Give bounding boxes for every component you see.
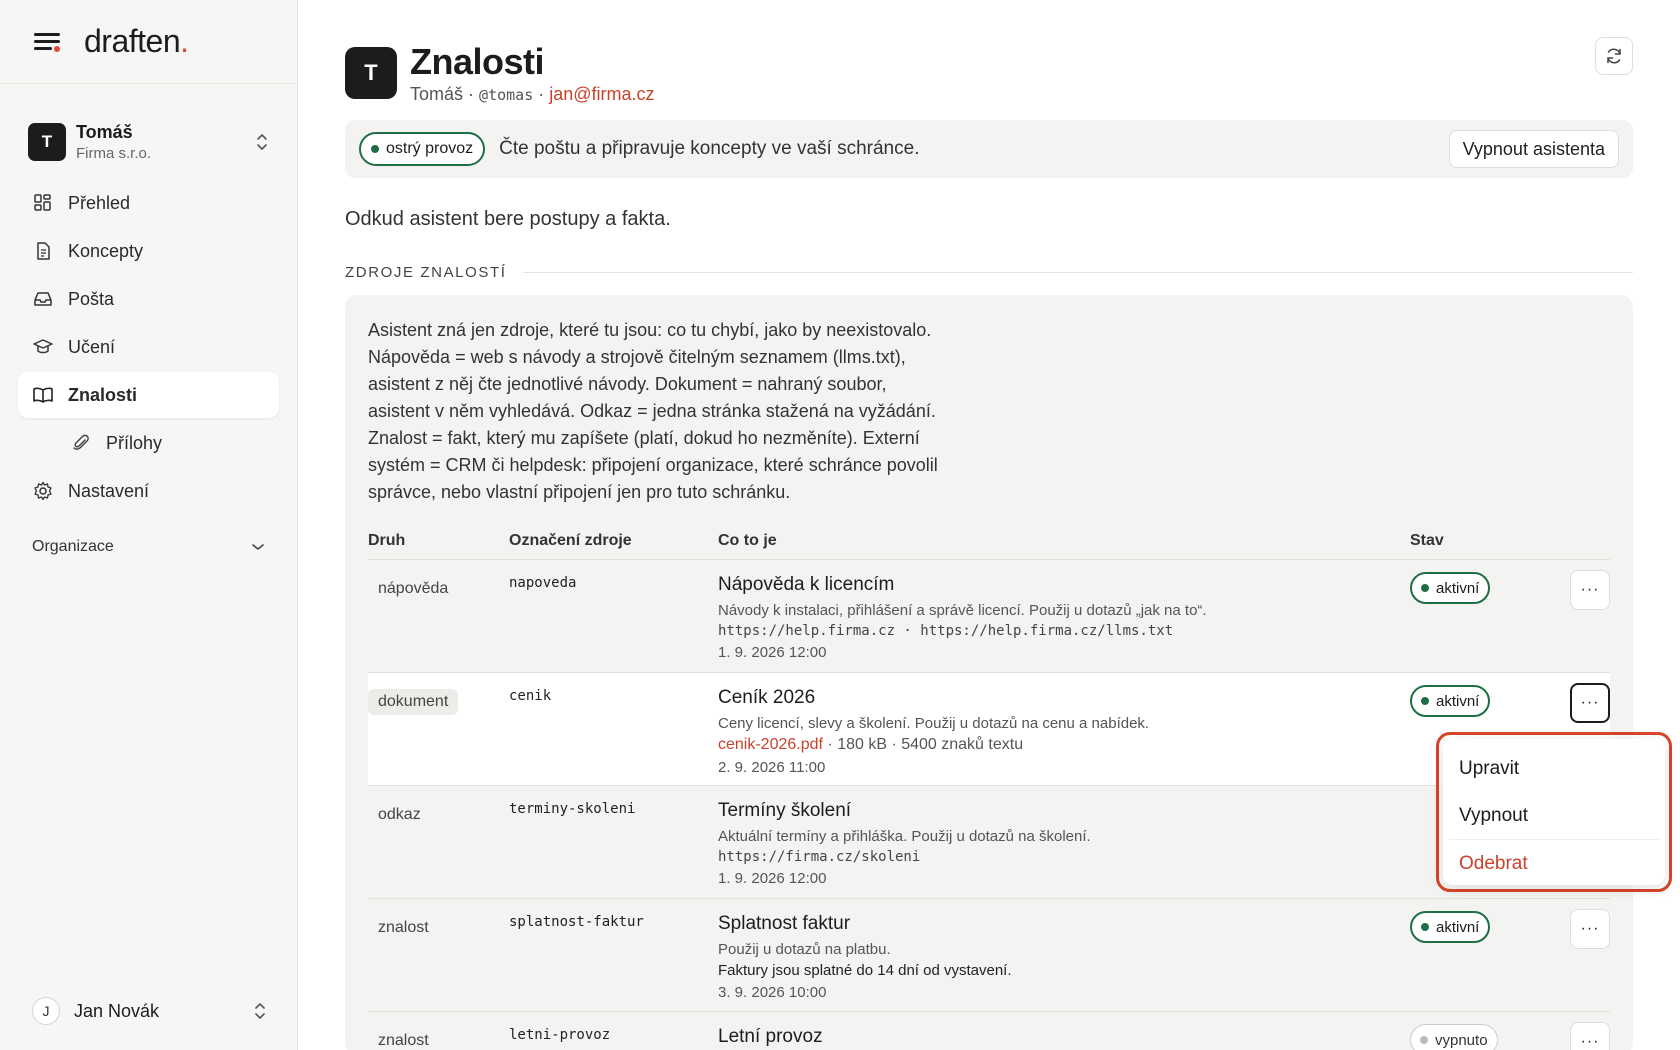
inbox-icon — [32, 288, 54, 310]
nav-label: Koncepty — [68, 240, 144, 261]
account-switcher[interactable] — [0, 118, 297, 166]
kind-label: znalost — [378, 919, 429, 936]
source-desc: Aktuální termíny a přihláška. Použij u dotazů na školení. — [718, 828, 1091, 845]
source-date: 2. 9. 2026 11:00 — [718, 759, 826, 776]
main-nav — [0, 180, 297, 514]
table-row — [368, 560, 1610, 673]
page-lead: Odkud asistent bere postupy a fakta. — [345, 208, 671, 230]
nav-item-znalosti[interactable] — [18, 372, 279, 418]
document-icon — [32, 240, 54, 262]
menu-item-remove[interactable]: Odebrat — [1459, 852, 1528, 874]
status-text: Čte poštu a připravuje koncepty ve vaší schránce. — [499, 138, 920, 159]
user-name: Jan Novák — [74, 1000, 160, 1021]
disable-assistant-button[interactable]: Vypnout asistenta — [1449, 130, 1619, 168]
brand-bar — [0, 0, 297, 84]
nav-label: Přílohy — [106, 432, 163, 453]
account-name: Tomáš — [76, 122, 133, 142]
table-header — [368, 532, 1610, 560]
page-header — [345, 40, 1633, 106]
source-date: 1. 9. 2026 12:00 — [718, 644, 827, 661]
kind-label: nápověda — [378, 580, 449, 597]
user-switcher[interactable] — [32, 994, 267, 1028]
paperclip-icon — [70, 432, 92, 454]
app-logo[interactable]: draften. — [84, 23, 189, 59]
source-date: 1. 9. 2026 12:00 — [718, 870, 827, 887]
source-date: 3. 9. 2026 10:00 — [718, 984, 827, 1001]
assistant-status-bar — [345, 120, 1633, 178]
nav-item-posta[interactable] — [18, 276, 279, 322]
account-org: Firma s.r.o. — [76, 145, 152, 162]
page-title: Znalosti — [410, 40, 545, 82]
nav-label: Pošta — [68, 288, 115, 309]
table-row — [368, 1012, 1610, 1050]
column-header-kind: Druh — [368, 532, 406, 549]
row-actions-menu — [1436, 732, 1672, 892]
column-header-state: Stav — [1410, 532, 1444, 549]
refresh-icon — [1605, 47, 1623, 65]
account-avatar: T — [28, 123, 66, 161]
main-content — [345, 0, 1633, 1050]
source-title: Ceník 2026 — [718, 687, 816, 708]
table-row — [368, 899, 1610, 1012]
source-title: Splatnost faktur — [718, 913, 851, 934]
source-desc: Návody k instalaci, přihlášení a správě licencí. Použij u dotazů „jak na to“. — [718, 602, 1207, 619]
row-more-button[interactable]: ··· — [1570, 1022, 1610, 1050]
refresh-button[interactable] — [1595, 37, 1633, 75]
source-ident: letni-provoz — [509, 1027, 611, 1043]
section-divider — [523, 272, 1633, 273]
page-subtitle — [410, 84, 655, 105]
source-title: Letní provoz — [718, 1026, 823, 1047]
nav-item-prilohy[interactable] — [18, 420, 279, 466]
row-more-button[interactable]: ··· — [1570, 909, 1610, 949]
dashboard-icon — [32, 192, 54, 214]
table-row — [368, 786, 1610, 899]
state-badge: aktivní — [1410, 911, 1490, 943]
section-heading — [345, 264, 1633, 281]
source-title: Nápověda k licencím — [718, 574, 895, 595]
kind-label: znalost — [378, 1032, 429, 1049]
chevron-updown-icon — [253, 1001, 267, 1021]
source-ident: napoveda — [509, 575, 577, 591]
source-fact: Faktury jsou splatné do 14 dní od vystavení. — [718, 962, 1012, 979]
menu-item-disable[interactable]: Vypnout — [1459, 804, 1529, 826]
state-badge: aktivní — [1410, 685, 1490, 717]
nav-label: Učení — [68, 336, 116, 357]
chevron-down-icon — [251, 542, 265, 552]
menu-item-edit[interactable]: Upravit — [1459, 757, 1520, 779]
hamburger-menu-icon[interactable] — [34, 31, 60, 53]
owner-email-link[interactable]: jan@firma.cz — [549, 83, 655, 104]
org-section-label: Organizace — [32, 538, 114, 555]
owner-name: Tomáš — [410, 83, 464, 104]
row-more-button[interactable]: ··· — [1570, 570, 1610, 610]
source-url: https://help.firma.cz · https://help.firma.cz/llms.txt — [718, 623, 1174, 639]
chevron-updown-icon — [255, 132, 269, 152]
source-desc: Použij u dotazů na platbu. — [718, 941, 891, 958]
owner-handle: @tomas — [479, 85, 534, 104]
assistant-avatar: T — [345, 47, 397, 99]
nav-label: Nastavení — [68, 480, 150, 501]
nav-item-nastaveni[interactable] — [18, 468, 279, 514]
file-link[interactable]: cenik-2026.pdf — [718, 736, 823, 753]
source-ident: cenik — [509, 688, 552, 704]
source-ident: terminy-skoleni — [509, 801, 636, 817]
book-icon — [32, 384, 54, 406]
state-badge: vypnuto — [1410, 1024, 1498, 1050]
nav-label: Přehled — [68, 192, 131, 213]
state-badge: aktivní — [1410, 572, 1490, 604]
column-header-ident: Označení zdroje — [509, 532, 632, 549]
nav-item-prehled[interactable] — [18, 180, 279, 226]
source-url: https://firma.cz/skoleni — [718, 849, 921, 865]
source-desc: Ceny licencí, slevy a školení. Použij u dotazů na cenu a nabídek. — [718, 715, 1150, 732]
section-label: ZDROJE ZNALOSTÍ — [345, 264, 507, 281]
row-more-button[interactable]: ··· — [1570, 683, 1610, 723]
table-row — [368, 673, 1610, 786]
kind-label: dokument — [368, 689, 458, 715]
source-ident: splatnost-faktur — [509, 914, 644, 930]
separator: · — [468, 83, 475, 104]
source-title: Termíny školení — [718, 800, 852, 821]
sidebar — [0, 0, 298, 1050]
nav-label: Znalosti — [68, 384, 138, 405]
nav-item-koncepty[interactable] — [18, 228, 279, 274]
graduation-cap-icon — [32, 336, 54, 358]
user-avatar: J — [32, 997, 60, 1025]
gear-icon — [32, 480, 54, 502]
org-section-toggle[interactable] — [0, 526, 297, 568]
intro-text: Asistent zná jen zdroje, které tu jsou: co tu chybí, jako by neexistovalo. Nápověda = web s návody a strojově čitelným seznamem (llms.txt), asistent z něj čte jednotlivé návody. Dokument = nahraný soubor, asistent v něm vyhledává. Odkaz = jedna stránka stažená na vyžádání. Znalost = fakt, který mu zapíšete (platí, dokud ho nezměníte). Externí systém = CRM či helpdesk: připojení organizace, které schránce povolil správce, nebo vlastní připojení jen pro tuto schránku. — [368, 320, 938, 502]
source-file: cenik-2026.pdf · 180 kB · 5400 znaků textu — [718, 736, 1024, 753]
column-header-what: Co to je — [718, 532, 777, 549]
kind-label: odkaz — [378, 806, 421, 823]
knowledge-sources-panel — [345, 295, 1633, 1050]
status-badge: ostrý provoz — [359, 132, 485, 166]
nav-item-uceni[interactable] — [18, 324, 279, 370]
separator: · — [538, 83, 545, 104]
